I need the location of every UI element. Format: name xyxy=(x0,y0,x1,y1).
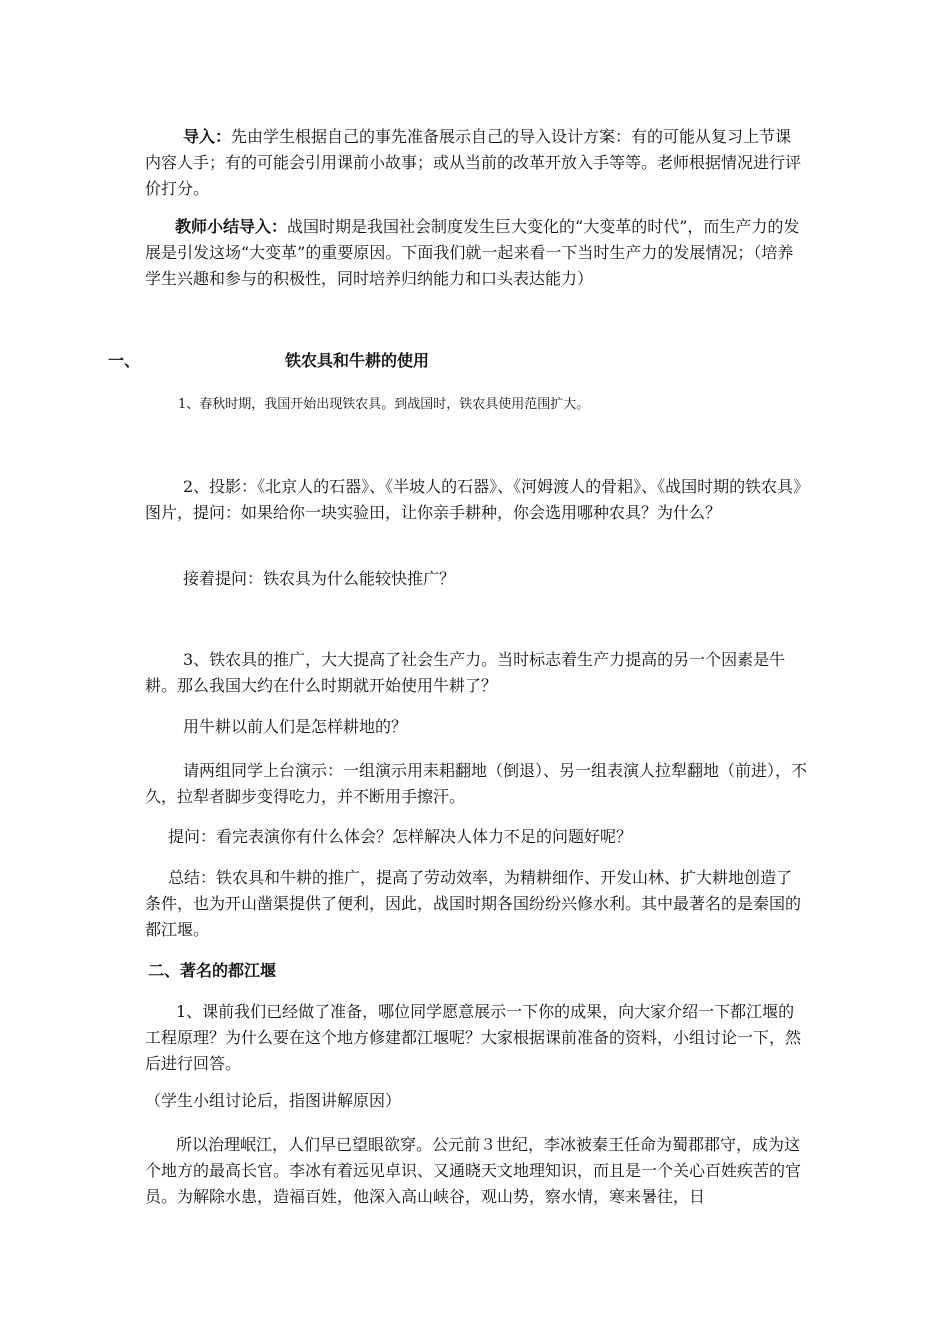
section1-paragraph-5: 用牛耕以前人们是怎样耕地的？ xyxy=(183,717,408,736)
section1-number: 一、 xyxy=(108,351,141,370)
section1-paragraph-6: 请两组同学上台演示：一组演示用耒耜翻地（倒退）、另一组表演人拉犁翻地（前进），不久，拉犁者脚步变得吃力，并不断用手擦汗。 xyxy=(145,761,808,806)
intro-label: 导入： xyxy=(183,127,232,146)
section1-paragraph-1: 1、春秋时期，我国开始出现铁农具。到战国时，铁农具使用范围扩大。 xyxy=(178,397,590,412)
section1-title: 铁农具和牛耕的使用 xyxy=(285,351,430,370)
summary-intro-text: 战国时期是我国社会制度发生巨大变化的“大变革的时代”，而生产力的发展是引发这场“大变革”的重要原因。下面我们就一起来看一下当时生产力的发展情况；（培养学生兴趣和参与的积极性，同时培养归纳能力和口头表达能力） xyxy=(145,217,800,288)
section2-paragraph-1: 1、课前我们已经做了准备，哪位同学愿意展示一下你的成果，向大家介绍一下都江堰的工程原理？为什么要在这个地方修建都江堰呢？大家根据课前准备的资料，小组讨论一下，然后进行回答。 xyxy=(145,1002,802,1073)
section2-paragraph-2: （学生小组讨论后，指图讲解原因） xyxy=(145,1091,402,1110)
section2-paragraph-3: 所以治理岷江，人们早已望眼欲穿。公元前３世纪，李冰被秦王任命为蜀郡郡守，成为这个地方的最高长官。李冰有着远见卓识、又通晓天文地理知识，而且是一个关心百姓疾苦的官员。为解除水患，造福百姓，他深入高山峡谷，观山势，察水情，寒来暑往，日 xyxy=(145,1135,802,1206)
section1-paragraph-2: 2、投影：《北京人的石器》、《半坡人的石器》、《河姆渡人的骨耜》、《战国时期的铁农具》图片，提问：如果给你一块实验田，让你亲手耕种，你会选用哪种农具？为什么？ xyxy=(145,477,802,522)
section1-paragraph-4: 3、铁农具的推广，大大提高了社会生产力。当时标志着生产力提高的另一个因素是牛耕。那么我国大约在什么时期就开始使用牛耕了？ xyxy=(145,650,786,695)
section1-paragraph-3: 接着提问：铁农具为什么能较快推广？ xyxy=(183,569,456,588)
summary-intro-paragraph xyxy=(145,214,807,292)
intro-paragraph xyxy=(145,124,807,202)
section1-paragraph-7: 提问：看完表演你有什么体会？怎样解决人体力不足的问题好呢？ xyxy=(168,827,633,846)
summary-intro-label: 教师小结导入： xyxy=(175,217,288,236)
intro-text: 先由学生根据自己的事先准备展示自己的导入设计方案：有的可能从复习上节课内容人手；有的可能会引用课前小故事；或从当前的改革开放入手等等。老师根据情况进行评价打分。 xyxy=(145,127,802,198)
section1-paragraph-8: 总结：铁农具和牛耕的推广，提高了劳动效率，为精耕细作、开发山林、扩大耕地创造了条件，也为开山凿渠提供了便利，因此，战国时期各国纷纷兴修水利。其中最著名的是秦国的都江堰。 xyxy=(145,868,802,939)
section2-title: 二、著名的都江堰 xyxy=(148,961,277,980)
